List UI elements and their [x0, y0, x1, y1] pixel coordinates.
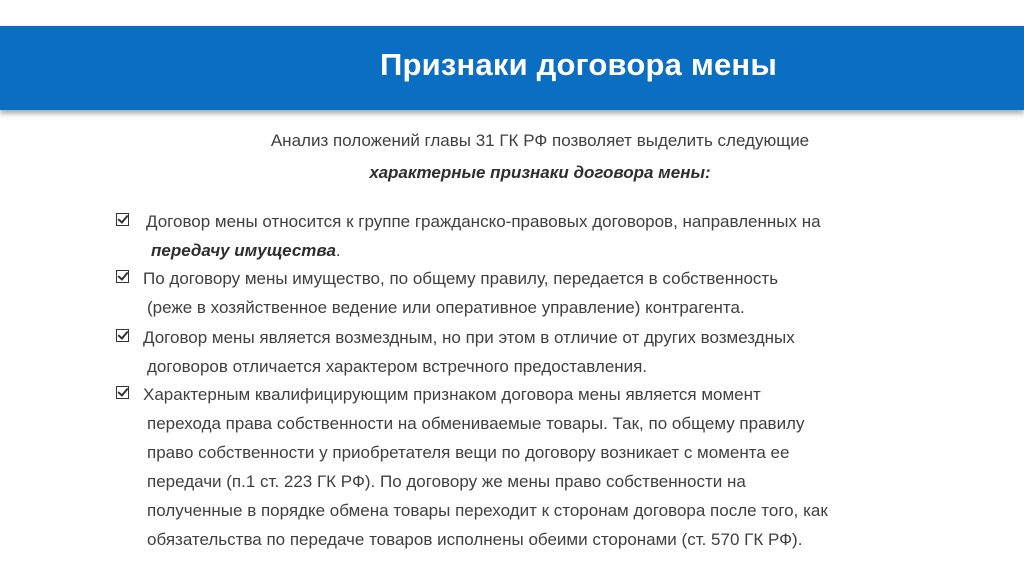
checkbox-checked-icon: [116, 386, 129, 399]
list-item-line: полученные в порядке обмена товары переходит к сторонам договора после того, как: [147, 501, 828, 520]
list-item-line: договоров отличается характером встречного предоставления.: [147, 357, 648, 376]
list-item-line: По договору мены имущество, по общему правилу, передается в собственность: [143, 269, 779, 288]
checkbox-checked-icon: [116, 213, 129, 226]
list-item-line: право собственности у приобретателя вещи по договору возникает с момента ее: [147, 443, 790, 462]
list-item-line: [151, 241, 341, 261]
checkbox-checked-icon: [116, 329, 129, 342]
intro-emphasis: характерные признаки договора мены:: [369, 163, 711, 182]
list-item-line: Договор мены относится к группе гражданско-правовых договоров, направленных на: [146, 212, 821, 231]
intro-text: Анализ положений главы 31 ГК РФ позволяет выделить следующие: [270, 131, 810, 150]
list-item-emphasis: передачу имущества: [151, 241, 336, 260]
list-item-line: обязательства по передаче товаров исполнены обеими сторонами (ст. 570 ГК РФ).: [147, 530, 803, 549]
list-item-line: передачи (п.1 ст. 223 ГК РФ). По договору же мены право собственности на: [147, 472, 746, 491]
list-item-line: Договор мены является возмездным, но при этом в отличие от других возмездных: [143, 328, 795, 347]
list-item-line: перехода права собственности на обмениваемые товары. Так, по общему правилу: [147, 414, 805, 433]
checkbox-checked-icon: [116, 270, 129, 283]
page-title: Признаки договора мены: [380, 47, 778, 82]
list-item-line: (реже в хозяйственное ведение или оперативное управление) контрагента.: [147, 298, 745, 317]
list-item-punctuation: .: [335, 241, 341, 260]
list-item-line: Характерным квалифицирующим признаком договора мены является момент: [143, 385, 761, 404]
